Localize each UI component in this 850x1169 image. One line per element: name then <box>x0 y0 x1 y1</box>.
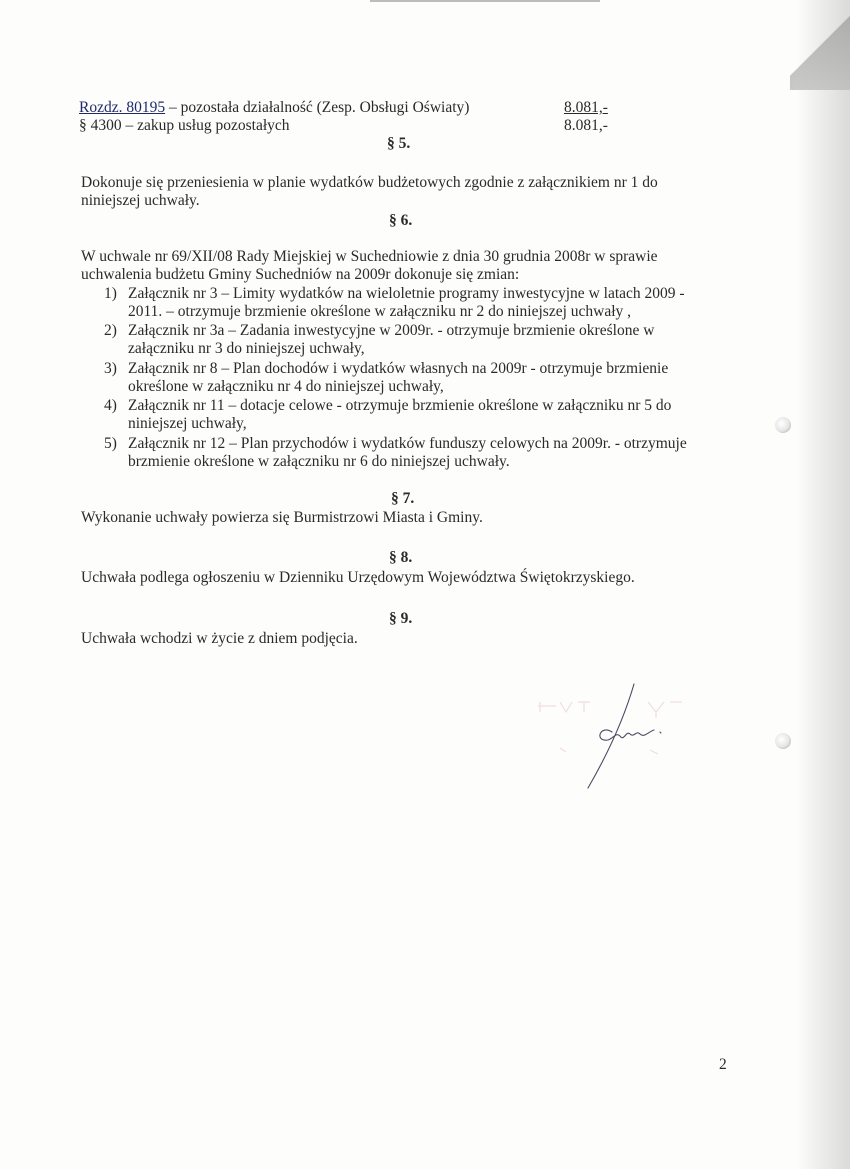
section-6-line-2: uchwalenia budżetu Gminy Suchedniów na 2009r dokonuje się zmian: <box>81 266 520 283</box>
list-item-text: Załącznik nr 12 – Plan przychodów i wydatków funduszy celowych na 2009r. - otrzymuje <box>128 435 687 452</box>
section-7-heading: § 7. <box>391 490 415 507</box>
scan-artifact-top <box>370 0 600 2</box>
section-6-line-1: W uchwale nr 69/XII/08 Rady Miejskiej w Suchedniowie z dnia 30 grudnia 2008r w sprawie <box>81 248 658 265</box>
section-8-heading: § 8. <box>389 549 413 566</box>
section-6-heading: § 6. <box>389 212 413 229</box>
list-item-text: 2011. – otrzymuje brzmienie określone w załączniku nr 2 do niniejszej uchwały , <box>128 303 632 320</box>
section-9-text: Uchwała wchodzi w życie z dniem podjęcia. <box>81 630 358 647</box>
page-number: 2 <box>719 1056 727 1073</box>
chapter-amount: 8.081,- <box>564 99 608 116</box>
handwritten-signature <box>530 680 690 800</box>
list-item-number: 3) <box>104 360 117 377</box>
scan-corner-fold <box>790 0 850 90</box>
section-9-heading: § 9. <box>389 610 413 627</box>
scan-shadow-right <box>760 0 850 1169</box>
budget-chapter-line <box>79 99 469 117</box>
list-item-text: niniejszej uchwały, <box>128 415 247 432</box>
punch-hole-bottom <box>775 733 791 749</box>
section-8-text: Uchwała podlega ogłoszeniu w Dzienniku Urzędowym Województwa Świętokrzyskiego. <box>81 569 635 586</box>
section-5-line-1: Dokonuje się przeniesienia w planie wydatków budżetowych zgodnie z załącznikiem nr 1 do <box>81 174 658 191</box>
list-item-text: brzmienie określone w załączniku nr 6 do niniejszej uchwały. <box>128 453 510 470</box>
list-item-text: Załącznik nr 11 – dotacje celowe - otrzymuje brzmienie określone w załączniku nr 5 do <box>128 397 672 414</box>
chapter-link[interactable]: Rozdz. 80195 <box>79 99 166 116</box>
list-item-number: 4) <box>104 397 117 414</box>
list-item-text: załączniku nr 3 do niniejszej uchwały, <box>128 340 365 357</box>
budget-item: § 4300 – zakup usług pozostałych <box>79 117 290 134</box>
list-item-text: Załącznik nr 3a – Zadania inwestycyjne w 2009r. - otrzymuje brzmienie określone w <box>128 322 655 339</box>
list-item-text: określone w załączniku nr 4 do niniejszej uchwały, <box>128 378 444 395</box>
section-5-heading: § 5. <box>387 135 411 152</box>
chapter-description: – pozostała działalność (Zesp. Obsługi Oświaty) <box>165 99 470 116</box>
section-5-line-2: niniejszej uchwały. <box>81 192 200 209</box>
list-item-number: 1) <box>104 285 117 302</box>
list-item-number: 2) <box>104 322 117 339</box>
item-amount: 8.081,- <box>564 117 608 134</box>
section-7-text: Wykonanie uchwały powierza się Burmistrzowi Miasta i Gminy. <box>81 509 483 526</box>
punch-hole-top <box>775 417 791 433</box>
list-item-number: 5) <box>104 435 117 452</box>
list-item-text: Załącznik nr 3 – Limity wydatków na wieloletnie programy inwestycyjne w latach 2009 - <box>128 285 685 302</box>
list-item-text: Załącznik nr 8 – Plan dochodów i wydatków własnych na 2009r - otrzymuje brzmienie <box>128 360 669 377</box>
